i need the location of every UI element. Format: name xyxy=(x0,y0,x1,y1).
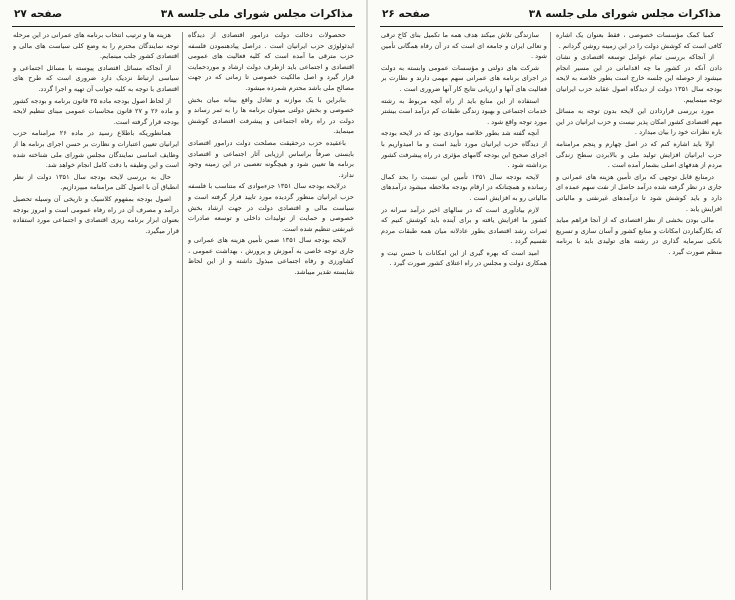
header-page-number: صفحه ۲۶ xyxy=(382,8,431,20)
paragraph: لایحه بودجه سال ۱۳۵۱ ضمن تأمین هزینه های عمرانی و جاری توجه خاصی به آموزش و پرورش ، بهداشت عمومی ، کشاورزی و رفاه اجتماعی مبذول داشته و از این لحاظ شایسته تقدیر میباشد. xyxy=(188,236,354,277)
header-session: جلسه ۳۸ xyxy=(160,8,207,20)
paragraph: درلایحه بودجه سال ۱۳۵۱ جزءموادی که متناسب با فلسفه حزب ایرانیان منظور گردیده مورد تایید قرار گرفته است و سیاست مالی و اقتصادی دولت در جهت ارشاد بخش خصوصی و حمایت از تولیدات داخلی و توسعه صادرات غیرنفتی تنظیم شده است. xyxy=(188,182,354,233)
right-page xyxy=(368,0,735,600)
paragraph: اصول بودجه بمفهوم کلاسیک و تاریخی آن وسیله تحصیل درآمد و مصرف آن در راه رفاه عمومی است و امروز بودجه بعنوان ابزار برنامه ریزی اقتصادی و اجتماعی مورد استفاده قرار میگیرد. xyxy=(13,194,179,235)
paragraph: باعقیده حزب درحقیقت مصلحت دولت درامور اقتصادی بایستی صرفاً براساس ارزیابی آثار اجتماعی و اقتصادی برنامه ها تعیین شود و هیچگونه تعصبی در این زمینه وجود ندارد. xyxy=(188,138,354,179)
paragraph: استفاده از این منابع باید از راه آنچه مربوط به رشته خدمات اجتماعی و بهبود زندگی طبقات کم درآمد است بیشتر مورد توجه واقع شود . xyxy=(381,96,547,126)
page-header xyxy=(382,6,721,24)
paragraph: حال به بررسی لایحه بودجه سال ۱۳۵۱ دولت از نظر انطباق آن با اصول کلی مرامنامه میپردازیم. xyxy=(13,172,179,192)
paragraph: سازندگی تلاش میکند هدف همه ما تکمیل بنای کاخ ترقی و تعالی ایران و جامعه ای است که در آن رفاه همگانی تأمین شود . xyxy=(381,31,547,61)
paragraph: کمبا کمک مؤسسات خصوصی ، فقط بعنوان یک اشاره کافی است که کوشش دولت را در این زمینه روشن گردانم . xyxy=(556,31,722,50)
paragraph: بنابراین با یک موازنه و تعادل واقع بینانه میان بخش خصوصی و بخش دولتی میتوان برنامه ها را به ثمر رساند و دولت در راه رفاه اجتماعی و پیشرفت اقتصادی کوشش مینماید. xyxy=(188,95,354,136)
column-divider xyxy=(182,32,183,590)
left-page xyxy=(0,0,367,600)
paragraph: آنچه گفته شد بطور خلاصه مواردی بود که در لایحه بودجه از دیدگاه حزب ایرانیان مورد تأیید است و ما امیدواریم با اجرای صحیح این بودجه گامهای مؤثری در راه پیشرفت کشور برداشته شود . xyxy=(381,129,547,170)
text-column-right xyxy=(188,30,354,592)
paragraph: ححصولات دخالت دولت درامور اقتصادی از دیدگاه ایدئولوژی حزب ایرانیان است . دراصل پیادهنمودن فلسفه حزب مترقی ما آمده است که کلیه فعالیت های عمومی اقتصادی و اجتماعی باید ازطرف دولت ارشاد و موردحمایت قرار گیرد و اصل مالکیت خصوصی تا زمانی که در جهت مصالح ملی باشد محترم شمرده میشود. xyxy=(188,31,354,92)
header-title: مذاکرات مجلس شورای ملی xyxy=(208,8,353,20)
header-title: مذاکرات مجلس شورای ملی xyxy=(576,8,721,20)
header-rule xyxy=(380,26,723,27)
paragraph: از آنجاکه بررسی تمام عوامل توسعه اقتصادی و نشان دادن آنکه در کشور ما چه اقداماتی در این مسیر انجام میشود از حوصله این جلسه خارج است بطور خلاصه به لایحه بودجه سال ۱۳۵۱ دولت از دیدگاه اصول عقاید حزب ایرانیان توجه مینماییم. xyxy=(556,53,722,104)
paragraph: درمنابع قابل توجهی که برای تأمین هزینه های عمرانی و جاری در نظر گرفته شده درآمد حاصل از نفت سهم عمده ای دارد و باید کوشش شود تا درآمدهای غیرنفتی و مالیاتی افزایش یابد . xyxy=(556,172,722,213)
paragraph: امید است که بهره گیری از این امکانات با حسن نیت و همکاری دولت و مجلس در راه اعتلای کشور صورت گیرد . xyxy=(381,248,547,268)
text-column-left xyxy=(13,30,179,592)
paragraph: مالی بودن بخشی از نظر اقتصادی که از آنجا فراهم میاید که بکارگماردن امکانات و منابع کشور و آسان سازی و تسریع بانکی سرمایه گذاری در رشته های تولیدی باید با برنامه منظم صورت گیرد . xyxy=(556,216,722,256)
column-divider xyxy=(550,32,551,590)
paragraph: هزینه ها و ترتیب انتخاب برنامه های عمرانی در این مرحله توجه نمایندگان محترم را به وضع کلی سیاست های مالی و اقتصادی کشور جلب مینمایم. xyxy=(13,31,179,61)
header-page-number: صفحه ۲۷ xyxy=(14,8,63,20)
paragraph: شرکت های دولتی و مؤسسات عمومی وابسته به دولت در اجرای برنامه های عمرانی سهم مهمی دارند و نظارت بر فعالیت های آنها و ارزیابی نتایج کار آنها ضروری است . xyxy=(381,63,547,93)
text-column-left xyxy=(381,30,547,592)
paragraph: لازم بیادآوری است که در سالهای اخیر درآمد سرانه در کشور ما افزایش یافته و برای آینده باید کوشش کنیم که ثمرات رشد اقتصادی بطور عادلانه میان همه طبقات مردم تقسیم گردد . xyxy=(381,205,547,246)
paragraph: همانطوریکه باطلاع رسید در ماده ۲۶ مرامنامه حزب ایرانیان تعیین اعتبارات و نظارت بر حسن اجرای برنامه ها از وظایف اساسی نمایندگان مجلس شورای ملی شناخته شده است و این وظیفه با دقت کامل انجام خواهد شد. xyxy=(13,129,179,170)
text-column-right xyxy=(556,30,722,592)
paragraph: از آنجاکه مسائل اقتصادی پیوسته با مسائل اجتماعی و سیاسی ارتباط نزدیک دارد ضروری است که طرح های اقتصادی با توجه به کلیه جوانب آن تهیه و اجرا گردد. xyxy=(13,63,179,93)
header-session: جلسه ۳۸ xyxy=(528,8,575,20)
paragraph: لایحه بودجه سال ۱۳۵۱ تأمین این نسبت را بحد کمال رسانده و همچنانکه در ارقام بودجه ملاحظه میشود درآمدهای مالیاتی رو به افزایش است . xyxy=(381,172,547,202)
paragraph: مورد بررسی قراردادن این لایحه بدون توجه به مسائل مهم اقتصادی کشور امکان پذیر نیست و حزب ایرانیان در این باره نظرات خود را بیان میدارد . xyxy=(556,107,722,137)
paragraph: اولا باید اشاره کنم که در اصل چهارم و پنجم مرامنامه حزب ایرانیان افزایش تولید ملی و بالابردن سطح زندگی مردم از هدفهای اصلی بشمار آمده است . xyxy=(556,139,722,170)
header-rule xyxy=(12,26,355,27)
paragraph: از لحاظ اصول بودجه ماده ۲۵ قانون برنامه و بودجه کشور و ماده ۲۶ و ۲۷ قانون محاسبات عمومی مبنای تنظیم لایحه بودجه قرار گرفته است. xyxy=(13,96,179,126)
page-header xyxy=(14,6,353,24)
